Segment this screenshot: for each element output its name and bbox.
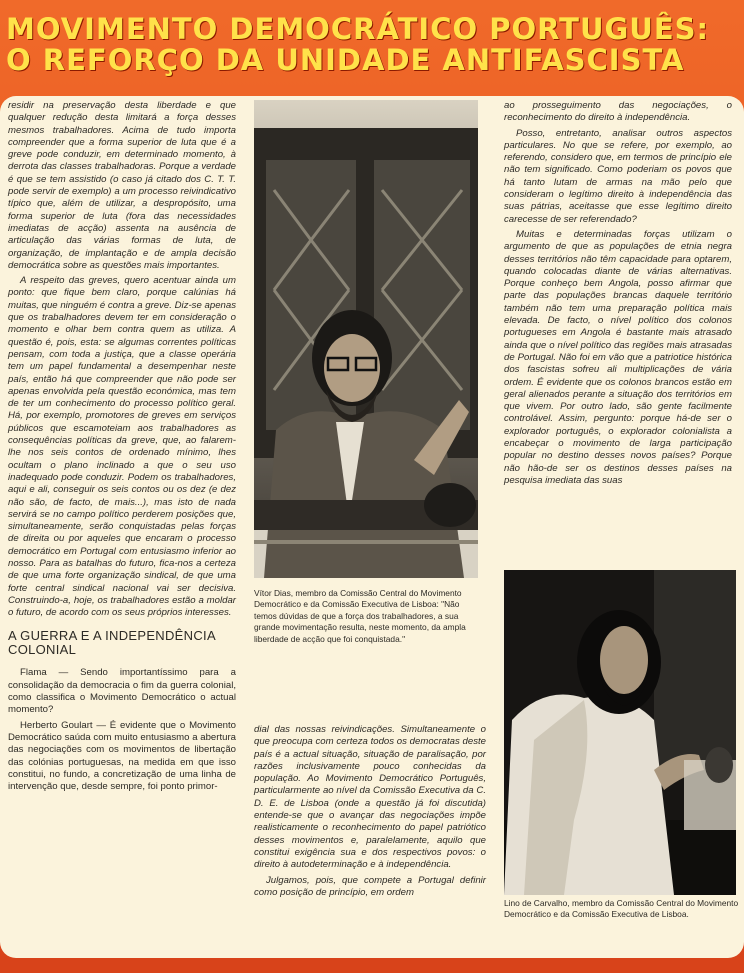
- photo-vitor-dias: [254, 100, 478, 578]
- photo-lino-de-carvalho-image: [504, 570, 736, 895]
- text-column-2: [254, 724, 486, 902]
- photo-vitor-dias-image: [254, 100, 478, 578]
- paragraph: ao prosseguimento das negociações, o reconhecimento do direito à independência.: [504, 100, 732, 124]
- paragraph: Muitas e determinadas forças utilizam o argumento de que as populações de etnia negra desses territórios não têm capacidade para optarem, quando colocadas diante de várias alternativas. Porque conheço bem Angola, posso afirmar que parte das populações brancas daquele território também não tem uma preparação política mais elevada. De facto, o nível político dos colonos portugueses em Angola é bastante mais atrasado ainda que o nível político das regiões mais atrasadas de Portugal. Não foi em vão que a patriotice histórica dos fascistas sofreu ali multiplicações de vária ordem. É evidente que os colonos brancos estão em geral alienados perante a situação dos territórios em que vivem. Por outro lado, são gente facilmente controlável. Assim, pergunto: porque há-de ser o explorador português, o explorador colonialista a encabeçar o movimento de larga participação popular no destino desses novos países? Porque não hão-de ser os destinos desses países na pesquisa imediata das suas: [504, 228, 732, 486]
- paragraph: A respeito das greves, quero acentuar ainda um ponto: que fique bem claro, porque calúnias há muitas, que ninguém é contra a greve. Diz-se apenas que os trabalhadores devem ter em consideração o momento e olhar bem contra quem as utiliza. A questão é, pois, esta: se algumas correntes políticas pensam, com toda a justiça, que a classe operária tem um papel fundamental a desempenhar neste país, então há que compreender que não pode ser apenas envolvida pela questão económica, mas tem de ter um conhecimento do processo político geral. Há, por exemplo, promotores de greves em serviços públicos que escamoteiam aos trabalhadores as consequências políticas da greve, que, ao falarem-lhe nos seis contos de ordenado mínimo, lhes ocultam o plano inclinado a que o seu uso inadequado pode conduzir. Podem os trabalhadores, aqui e ali, conseguir os seis contos ou os dez (e dez não são, de facto, de mais...), mas isto de nada servirá se no campo político perderem posições que, simultaneamente, serão conquistadas pelas forças de direita ou por aqueles que encaram o processo democrático em Portugal com entusiasmo inferior ao nosso. Para as batalhas do futuro, fica-nos a certeza de que uma forte organização sindical, de que uma forte central sindical nacional vai ser decisiva. Construindo-a, hoje, os trabalhadores estão a moldar o futuro, de acordo com os seus próprios interesses.: [8, 275, 236, 619]
- text-column-1: [8, 100, 236, 796]
- headline-line-1: MOVIMENTO DEMOCRÁTICO PORTUGUÊS:: [6, 12, 710, 46]
- paragraph: Herberto Goulart — É evidente que o Movimento Democrático saúda com muito entusiasmo a abertura das negociações com os movimentos de libertação das colónias portuguesas, na medida em que isso constitui, no fundo, a concretização de uma linha de intervenção que, desde sempre, foi ponto primor-: [8, 719, 236, 793]
- paragraph: Julgamos, pois, que compete a Portugal definir como posição de princípio, em ordem: [254, 874, 486, 898]
- photo-lino-de-carvalho: [504, 570, 736, 895]
- photo-caption-vitor-dias: Vítor Dias, membro da Comissão Central do Movimento Democrático e da Comissão Executiva de Lisboa: "Não temos dúvidas de que a força dos trabalhadores, a sua grande movimentação resulta, neste momento, da ampla liberdade de acção que foi conquistada.": [254, 588, 466, 644]
- article-headline: [6, 14, 742, 76]
- paragraph: dial das nossas reivindicações. Simultaneamente o que preocupa com certeza todos os democratas deste país é a actual situação, situação de paralisação, por razões inclusivamente pouco conhecidas da população. Ao Movimento Democrático Português, particularmente ao nível da Comissão Executiva da C. D. E. de Lisboa (onde a questão já foi discutida) entende-se que o avançar das negociações impõe realisticamente o reconhecimento do papel patriótico desses movimentos e, paralelamente, aquilo que constitui exigência sua e dos respectivos povos: o direito à autodeterminação e à independência.: [254, 724, 486, 871]
- paragraph: Flama — Sendo importantíssimo para a consolidação da democracia o fim da guerra colonial, como classifica o Movimento Democrático o actual momento?: [8, 667, 236, 716]
- section-title: A GUERRA E A INDEPENDÊNCIA COLONIAL: [8, 628, 216, 658]
- photo-caption-lino-de-carvalho: Lino de Carvalho, membro da Comissão Central do Movimento Democrático e da Comissão Executiva de Lisboa.: [504, 898, 739, 920]
- paragraph: residir na preservação desta liberdade e que qualquer redução desta limitará a força desses mesmos trabalhadores. Acima de tudo importa compreender que a forma superior de luta que é a greve pode conduzir, em determinado momento, à derrota das classes trabalhadoras. Porque a verdade é que se tem assistido (o caso já citado dos C. T. T. pode servir de exemplo) a um processo reivindicativo típico que, além de utilizar, a despropósito, uma forma superior de luta (fora das necessidades imediatas de acção) assenta na ausência de articulação das várias formas de luta, de organização, de implantação e de ampla decisão democrática sobre as questões mais importantes.: [8, 100, 236, 271]
- text-column-3: [504, 100, 732, 490]
- paragraph: Posso, entretanto, analisar outros aspectos particulares. No que se refere, por exemplo, ao referendo, considero que, em termos de princípio ele não tem significado. Como poderiam os povos que há tanto lutam de armas na mão pelo que consideram o legítimo direito à independência das suas pátrias, aceitasse que esse legítimo direito carecesse de ser referendado?: [504, 127, 732, 225]
- headline-line-2: O REFORÇO DA UNIDADE ANTIFASCISTA: [6, 43, 685, 77]
